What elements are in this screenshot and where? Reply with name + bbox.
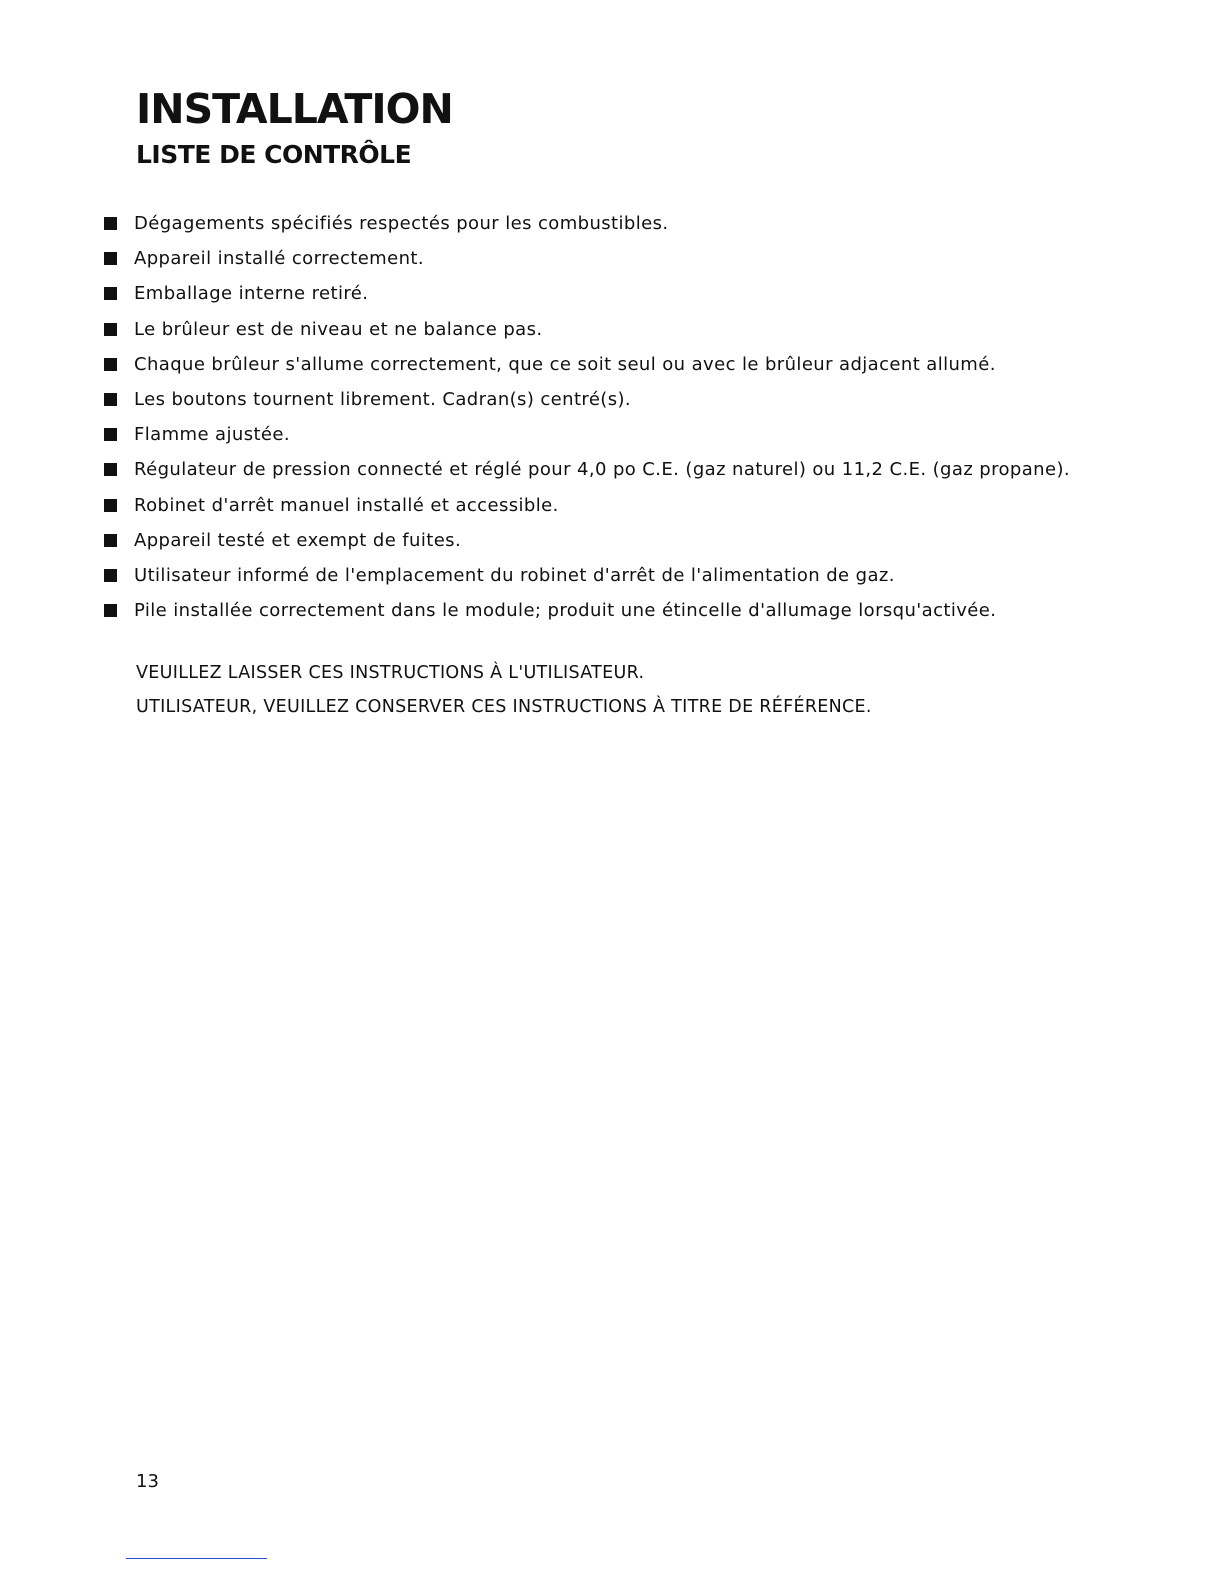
checklist-item: [104, 593, 1070, 628]
square-bullet-icon: [104, 287, 117, 300]
checklist-item-text: Chaque brûleur s'allume correctement, que ce soit seul ou avec le brûleur adjacent allumé.: [134, 353, 996, 375]
checklist-item: [104, 488, 1070, 523]
square-bullet-icon: [104, 358, 117, 371]
user-instructions-notice: [136, 656, 872, 724]
checklist-item-text: Appareil installé correctement.: [134, 248, 424, 270]
checklist-item: [104, 347, 1070, 382]
page-number: 13: [136, 1471, 159, 1492]
checklist-item-text: Robinet d'arrêt manuel installé et accessible.: [134, 494, 559, 516]
checklist-item-text: Flamme ajustée.: [134, 424, 290, 446]
square-bullet-icon: [104, 428, 117, 441]
square-bullet-icon: [104, 534, 117, 547]
checklist-item-text: Le brûleur est de niveau et ne balance pas.: [134, 318, 543, 340]
installation-checklist: [104, 206, 1070, 628]
square-bullet-icon: [104, 499, 117, 512]
square-bullet-icon: [104, 252, 117, 265]
checklist-item-text: Pile installée correctement dans le module; produit une étincelle d'allumage lorsqu'activée.: [134, 600, 997, 622]
checklist-item: [104, 523, 1070, 558]
notice-leave-instructions: VEUILLEZ LAISSER CES INSTRUCTIONS À L'UTILISATEUR.: [136, 663, 645, 683]
checklist-item-text: Régulateur de pression connecté et réglé pour 4,0 po C.E. (gaz naturel) ou 11,2 C.E. (gaz propane).: [134, 459, 1071, 481]
square-bullet-icon: [104, 604, 117, 617]
square-bullet-icon: [104, 393, 117, 406]
square-bullet-icon: [104, 463, 117, 476]
checklist-item-text: Utilisateur informé de l'emplacement du robinet d'arrêt de l'alimentation de gaz.: [134, 564, 895, 586]
page-subtitle: LISTE DE CONTRÔLE: [136, 140, 412, 169]
checklist-item-text: Les boutons tournent librement. Cadran(s) centré(s).: [134, 389, 632, 411]
checklist-item: [104, 417, 1070, 452]
square-bullet-icon: [104, 323, 117, 336]
checklist-item: [104, 312, 1070, 347]
checklist-item-text: Emballage interne retiré.: [134, 283, 369, 305]
notice-keep-instructions: UTILISATEUR, VEUILLEZ CONSERVER CES INSTRUCTIONS À TITRE DE RÉFÉRENCE.: [136, 697, 872, 717]
checklist-item-text: Dégagements spécifiés respectés pour les combustibles.: [134, 213, 669, 235]
checklist-item-text: Appareil testé et exempt de fuites.: [134, 529, 462, 551]
checklist-item: [104, 452, 1070, 487]
checklist-item: [104, 558, 1070, 593]
checklist-item: [104, 276, 1070, 311]
square-bullet-icon: [104, 569, 117, 582]
checklist-item: [104, 382, 1070, 417]
checklist-item: [104, 206, 1070, 241]
checklist-item: [104, 241, 1070, 276]
footer-divider: [126, 1558, 267, 1559]
page-title: INSTALLATION: [136, 85, 453, 133]
square-bullet-icon: [104, 217, 117, 230]
